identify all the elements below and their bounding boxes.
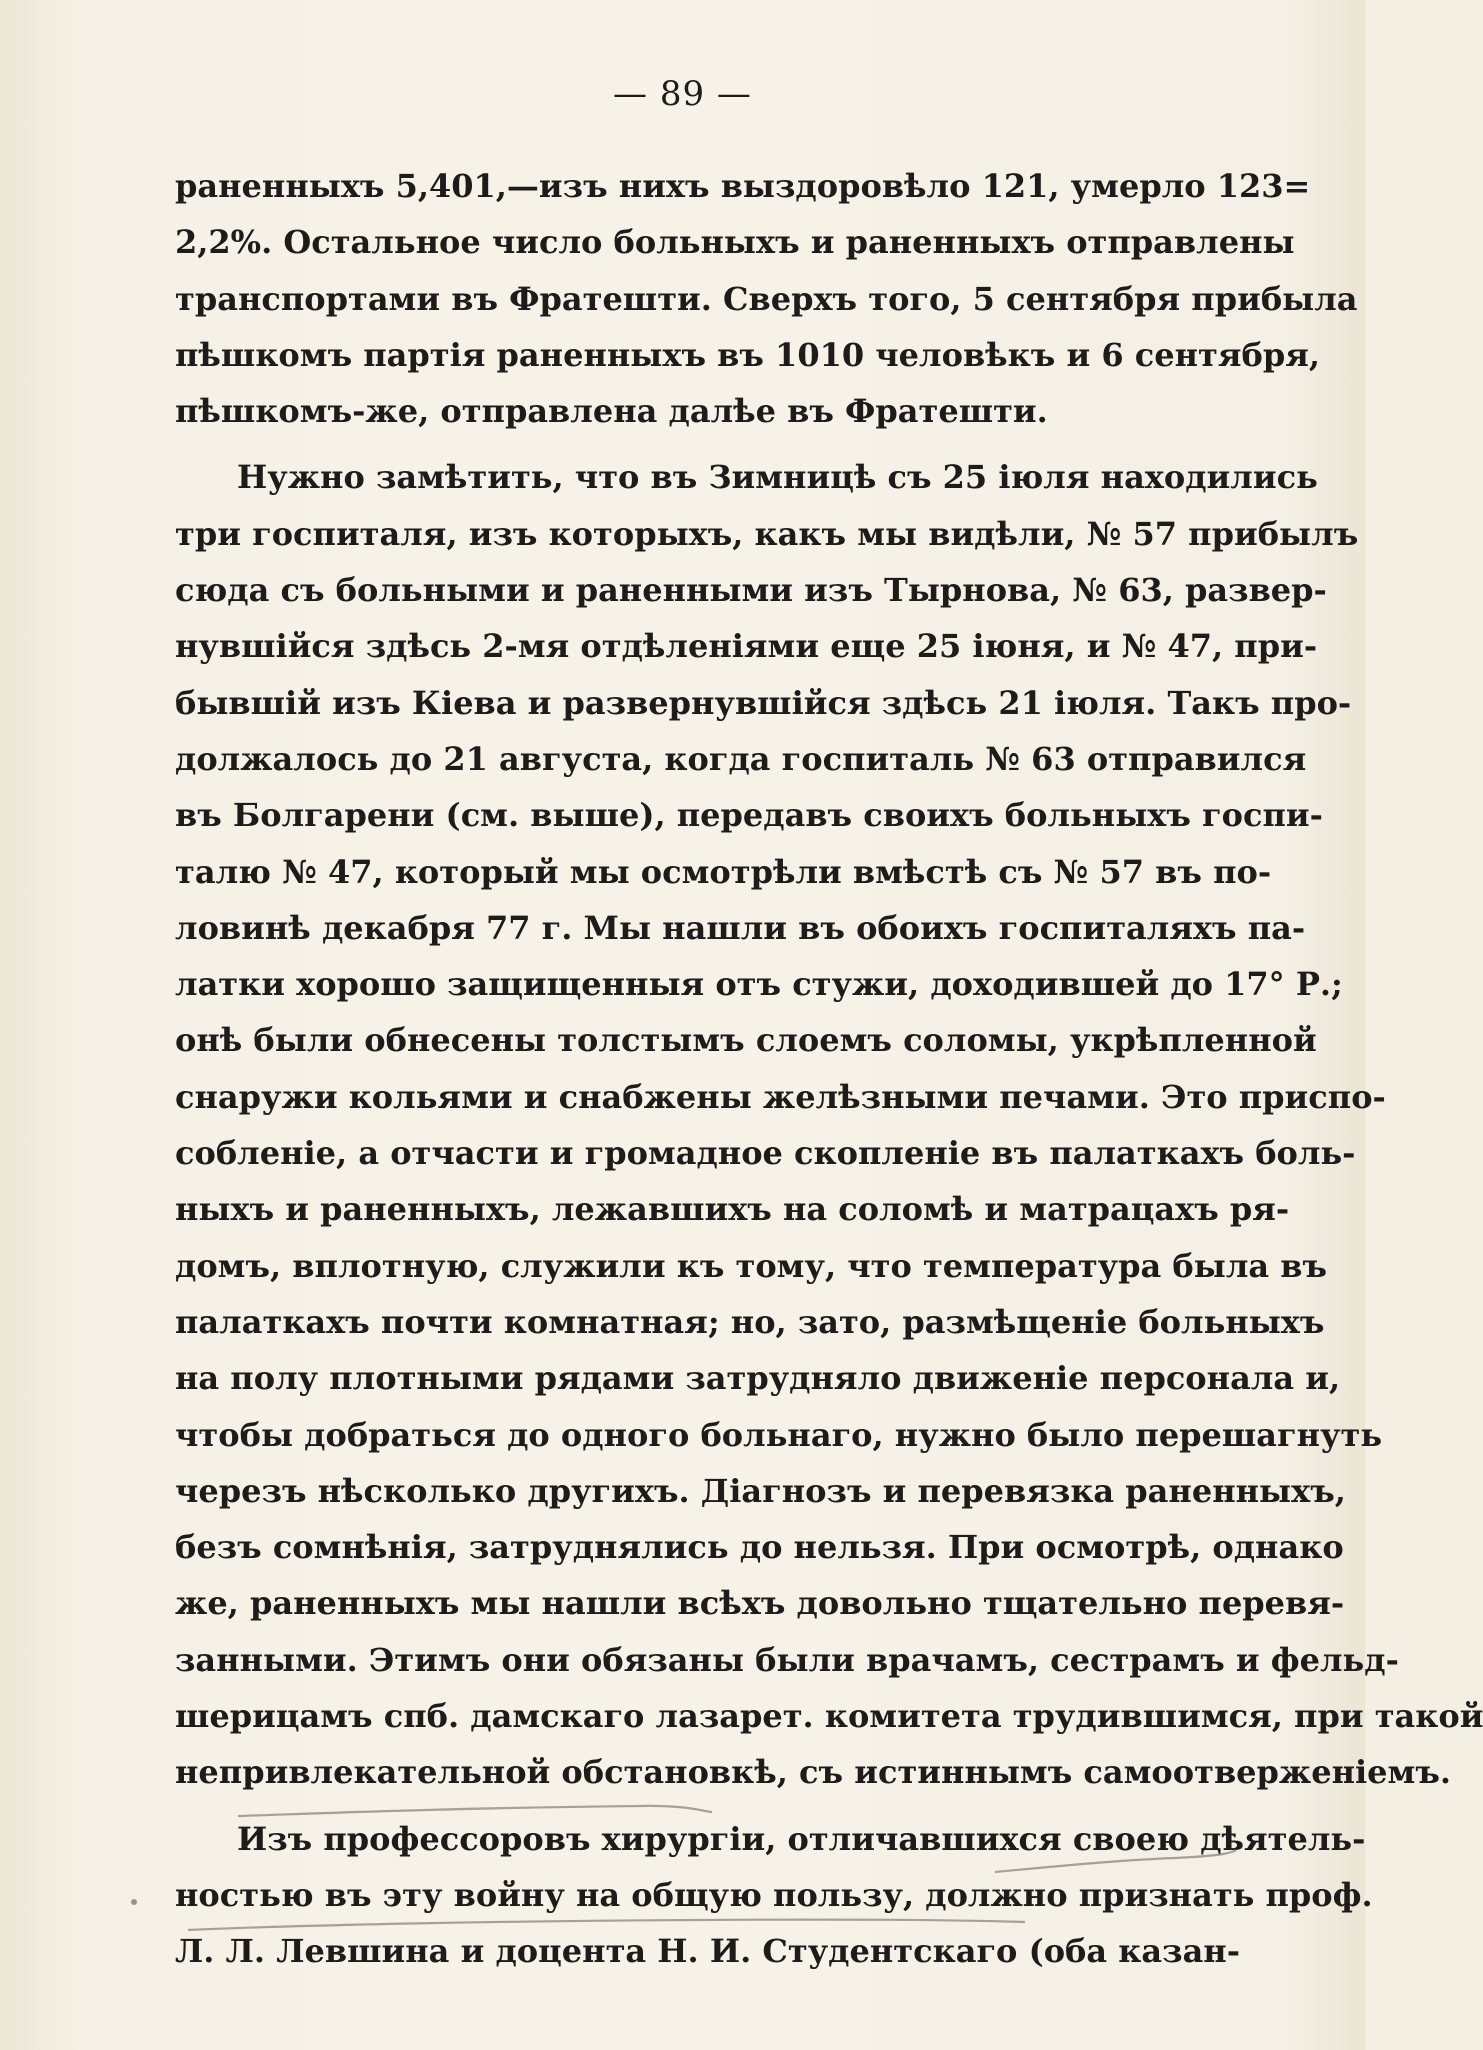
text-line: черезъ нѣсколько другихъ. Діагнозъ и перевязка раненныхъ, [175, 1471, 1346, 1510]
text-line: въ Болгарени (см. выше), передавъ своихъ больныхъ госпи- [175, 796, 1323, 835]
text-line: Л. Л. Левшина и доцента Н. И. Студентскаго (оба казан- [175, 1932, 1240, 1971]
text-line: безъ сомнѣнія, затруднялись до нельзя. При осмотрѣ, однако [175, 1528, 1344, 1567]
text-line: занными. Этимъ они обязаны были врачамъ, сестрамъ и фельд- [175, 1640, 1399, 1679]
text-line: же, раненныхъ мы нашли всѣхъ довольно тщательно перевя- [175, 1584, 1345, 1623]
text-line: ныхъ и раненныхъ, лежавшихъ на соломѣ и матрацахъ ря- [175, 1190, 1290, 1229]
text-line: три госпиталя, изъ которыхъ, какъ мы видѣли, № 57 прибылъ [175, 514, 1359, 553]
paragraph-gap [175, 439, 1240, 449]
text-line: ловинѣ декабря 77 г. Мы нашли въ обоихъ госпиталяхъ па- [175, 908, 1306, 947]
text-line: на полу плотными рядами затрудняло движеніе персонала и, [175, 1359, 1341, 1398]
text-line: 2,2%. Остальное число больныхъ и раненныхъ отправлены [175, 223, 1295, 262]
text-line: латки хорошо защищенныя отъ стужи, доходившей до 17° Р.; [175, 965, 1343, 1004]
page-number: — 89 — [613, 74, 752, 114]
text-line: Нужно замѣтить, что въ Зимницѣ съ 25 іюля находились [237, 458, 1318, 497]
text-line: нувшійся здѣсь 2-мя отдѣленіями еще 25 іюня, и № 47, при- [175, 627, 1318, 666]
text-line: Изъ профессоровъ хирургіи, отличавшихся своею дѣятель- [237, 1819, 1366, 1858]
text-line: должалось до 21 августа, когда госпиталь № 63 отправился [175, 739, 1307, 778]
paragraph-gap [175, 1801, 1240, 1811]
text-line: чтобы добраться до одного больнаго, нужно было перешагнуть [175, 1415, 1383, 1454]
text-line: пѣшкомъ партія раненныхъ въ 1010 человѣкъ и 6 сентября, [175, 335, 1320, 374]
text-line: ностью въ эту войну на общую пользу, должно признать проф. [175, 1875, 1373, 1914]
text-line: снаружи кольями и снабжены желѣзными печами. Это приспо- [175, 1077, 1386, 1116]
text-line: сюда съ больными и раненными изъ Тырнова, № 63, развер- [175, 571, 1327, 610]
text-line: домъ, вплотную, служили къ тому, что температура была въ [175, 1246, 1328, 1285]
text-line: собленіе, а отчасти и громадное скопленіе въ палаткахъ боль- [175, 1134, 1356, 1173]
text-line: палаткахъ почти комнатная; но, зато, размѣщеніе больныхъ [175, 1302, 1325, 1341]
text-line: транспортами въ Фратешти. Сверхъ того, 5 сентября прибыла [175, 279, 1358, 318]
text-line: раненныхъ 5,401,—изъ нихъ выздоровѣло 121, умерло 123= [175, 167, 1311, 205]
text-line: непривлекательной обстановкѣ, съ истиннымъ самоотверженіемъ. [175, 1753, 1451, 1792]
text-line: онѣ были обнесены толстымъ слоемъ соломы, укрѣпленной [175, 1021, 1317, 1060]
body-text [175, 158, 1483, 1980]
pencil-dot [131, 1899, 137, 1905]
text-line: шерицамъ спб. дамскаго лазарет. комитета трудившимся, при такой [175, 1697, 1483, 1736]
text-line: бывшій изъ Кіева и развернувшійся здѣсь 21 іюля. Такъ про- [175, 683, 1352, 722]
text-line: талю № 47, который мы осмотрѣли вмѣстѣ съ № 57 въ по- [175, 852, 1272, 891]
text-line: пѣшкомъ-же, отправлена далѣе въ Фратешти. [175, 392, 1048, 431]
